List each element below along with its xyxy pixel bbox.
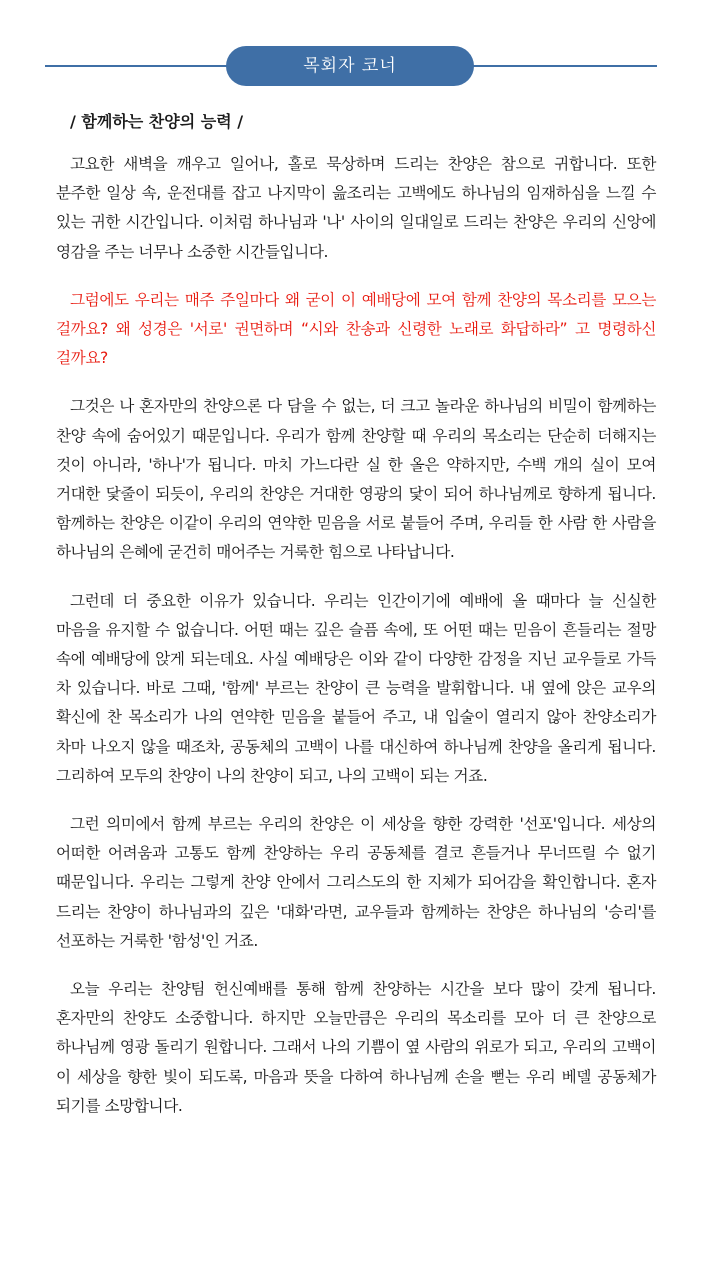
paragraph-4: 그런데 더 중요한 이유가 있습니다. 우리는 인간이기에 예배에 올 때마다 늘 신실한 마음을 유지할 수 없습니다. 어떤 때는 깊은 슬픔 속에, 또 어떤 때는 믿음이 흔들리는 절망 속에 예배당에 앉게 되는데요. 사실 예배당은 이와 같이 다양한 감정을 지닌 교우들로 가득 차 있습니다. 바로 그때, '함께' 부르는 찬양이 큰 능력을 발휘합니다. 내 옆에 앉은 교우의 확신에 찬 목소리가 나의 연약한 믿음을 붙들어 주고, 내 입술이 열리지 않아 찬양소리가 차마 나오지 않을 때조차, 공동체의 고백이 나를 대신하여 하나님께 찬양을 올리게 됩니다. 그리하여 모두의 찬양이 나의 찬양이 되고, 나의 고백이 되는 거죠. [56,591,656,785]
paragraph-2-highlight: 그럼에도 우리는 매주 주일마다 왜 굳이 이 예배당에 모여 함께 찬양의 목소리를 모으는 걸까요? 왜 성경은 '서로' 권면하며 “시와 찬송과 신령한 노래로 화답하라” 고 명령하신 걸까요? [56,290,656,368]
corner-title-badge: 목회자 코너 [226,46,474,86]
paragraph-6: 오늘 우리는 찬양팀 헌신예배를 통해 함께 찬양하는 시간을 보다 많이 갖게 됩니다. 혼자만의 찬양도 소중합니다. 하지만 오늘만큼은 우리의 목소리를 모아 더 큰 찬양으로 하나님께 영광 돌리기 원합니다. 그래서 나의 기쁨이 옆 사람의 위로가 되고, 우리의 고백이 이 세상을 향한 빛이 되도록, 마음과 뜻을 다하여 하나님께 손을 뻗는 우리 베델 공동체가 되기를 소망합니다. [56,980,656,1115]
paragraph-1: 고요한 새벽을 깨우고 일어나, 홀로 묵상하며 드리는 찬양은 참으로 귀합니다. 또한 분주한 일상 속, 운전대를 잡고 나지막이 읊조리는 고백에도 하나님의 임재하심을 느낄 수 있는 귀한 시간입니다. 이처럼 하나님과 '나' 사이의 일대일로 드리는 찬양은 우리의 신앙에 영감을 주는 너무나 소중한 시간들입니다. [56,155,656,261]
article-title: / 함께하는 찬양의 능력 / [70,112,244,131]
article-body [56,150,656,1140]
paragraph-3: 그것은 나 혼자만의 찬양으론 다 담을 수 없는, 더 크고 놀라운 하나님의 비밀이 함께하는 찬양 속에 숨어있기 때문입니다. 우리가 함께 찬양할 때 우리의 목소리는 단순히 더해지는 것이 아니라, '하나'가 됩니다. 마치 가느다란 실 한 올은 약하지만, 수백 개의 실이 모여 거대한 닻줄이 되듯이, 우리의 찬양은 거대한 영광의 닻이 되어 하나님께로 향하게 됩니다. 함께하는 찬양은 이같이 우리의 연약한 믿음을 서로 붙들어 주며, 우리들 한 사람 한 사람을 하나님의 은혜에 굳건히 매어주는 거룩한 힘으로 나타납니다. [56,397,656,562]
paragraph-5: 그런 의미에서 함께 부르는 우리의 찬양은 이 세상을 향한 강력한 '선포'입니다. 세상의 어떠한 어려움과 고통도 함께 찬양하는 우리 공동체를 결코 흔들거나 무너뜨릴 수 없기 때문입니다. 우리는 그렇게 찬양 안에서 그리스도의 한 지체가 되어감을 확인합니다. 혼자 드리는 찬양이 하나님과의 깊은 '대화'라면, 교우들과 함께하는 찬양은 하나님의 '승리'를 선포하는 거룩한 '함성'인 거죠. [56,815,656,950]
